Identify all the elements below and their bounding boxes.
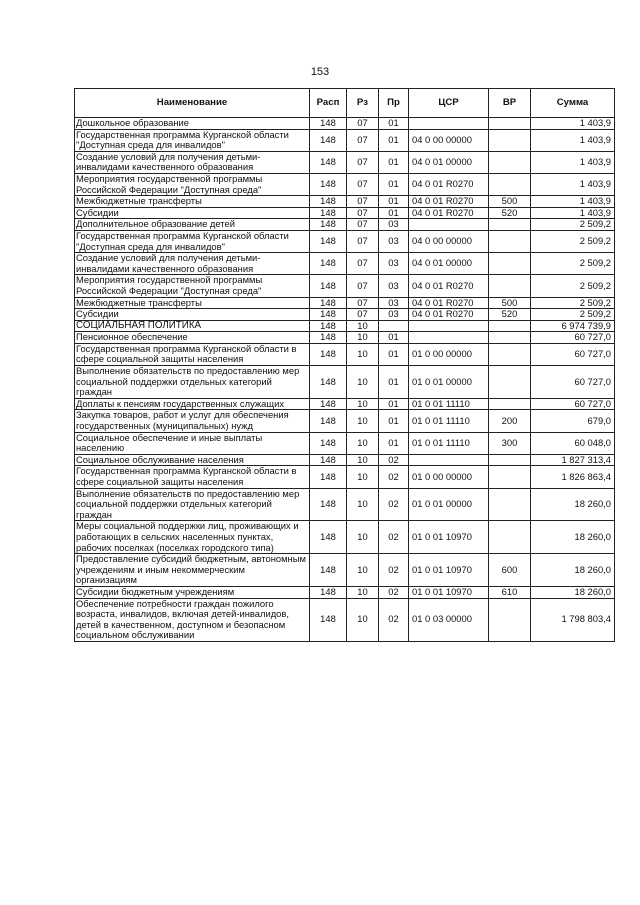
cell-rz: 10	[347, 343, 379, 365]
cell-sum: 60 727,0	[531, 398, 615, 410]
cell-rasp: 148	[310, 151, 347, 173]
cell-pr: 03	[379, 219, 409, 231]
cell-rasp: 148	[310, 432, 347, 454]
cell-sum: 60 048,0	[531, 432, 615, 454]
cell-rasp: 148	[310, 118, 347, 130]
table-row	[75, 454, 615, 466]
cell-name: Закупка товаров, работ и услуг для обеспечения государственных (муниципальных) нужд	[75, 410, 310, 432]
table-row	[75, 343, 615, 365]
cell-rz: 07	[347, 129, 379, 151]
cell-rz: 07	[347, 219, 379, 231]
cell-rz: 10	[347, 398, 379, 410]
cell-sum: 1 403,9	[531, 196, 615, 208]
table-row	[75, 488, 615, 521]
cell-vr	[489, 488, 531, 521]
cell-vr: 520	[489, 309, 531, 321]
cell-pr: 01	[379, 118, 409, 130]
cell-vr	[489, 398, 531, 410]
cell-name: Социальное обеспечение и иные выплаты населению	[75, 432, 310, 454]
cell-sum: 18 260,0	[531, 521, 615, 554]
cell-pr: 01	[379, 173, 409, 195]
cell-name: Государственная программа Курганской области в сфере социальной защиты населения	[75, 466, 310, 488]
cell-rz: 10	[347, 366, 379, 399]
cell-csr	[409, 454, 489, 466]
cell-pr: 02	[379, 554, 409, 587]
cell-rasp: 148	[310, 309, 347, 321]
cell-rz: 10	[347, 332, 379, 344]
cell-vr: 500	[489, 297, 531, 309]
cell-csr: 04 0 01 R0270	[409, 196, 489, 208]
cell-vr	[489, 332, 531, 344]
cell-name: Субсидии бюджетным учреждениям	[75, 586, 310, 598]
cell-pr: 01	[379, 151, 409, 173]
cell-sum: 2 509,2	[531, 219, 615, 231]
table-row	[75, 173, 615, 195]
cell-pr: 01	[379, 343, 409, 365]
cell-pr	[379, 320, 409, 332]
cell-rasp: 148	[310, 521, 347, 554]
cell-sum: 2 509,2	[531, 253, 615, 275]
cell-rasp: 148	[310, 173, 347, 195]
cell-pr: 01	[379, 129, 409, 151]
cell-rz: 07	[347, 173, 379, 195]
cell-rasp: 148	[310, 554, 347, 587]
cell-sum: 1 798 803,4	[531, 598, 615, 641]
table-row	[75, 230, 615, 252]
cell-csr	[409, 320, 489, 332]
cell-sum: 1 826 863,4	[531, 466, 615, 488]
cell-pr: 02	[379, 521, 409, 554]
table-row	[75, 410, 615, 432]
cell-rasp: 148	[310, 196, 347, 208]
cell-rz: 10	[347, 410, 379, 432]
cell-sum: 1 403,9	[531, 129, 615, 151]
table-row	[75, 219, 615, 231]
cell-sum: 679,0	[531, 410, 615, 432]
cell-name: Дошкольное образование	[75, 118, 310, 130]
cell-rasp: 148	[310, 410, 347, 432]
cell-csr	[409, 332, 489, 344]
cell-sum: 60 727,0	[531, 343, 615, 365]
table-row	[75, 398, 615, 410]
cell-vr	[489, 219, 531, 231]
cell-sum: 18 260,0	[531, 488, 615, 521]
header-rasp: Расп	[310, 89, 347, 118]
cell-sum: 1 403,9	[531, 118, 615, 130]
table-row	[75, 275, 615, 297]
table-row	[75, 118, 615, 130]
cell-rz: 10	[347, 521, 379, 554]
cell-name: Обеспечение потребности граждан пожилого возраста, инвалидов, включая детей-инвалидов, детей в качественном, доступном и безопасном социальном обслуживании	[75, 598, 310, 641]
table-row	[75, 253, 615, 275]
cell-csr: 01 0 01 10970	[409, 554, 489, 587]
cell-rz: 07	[347, 118, 379, 130]
cell-pr: 03	[379, 297, 409, 309]
cell-rasp: 148	[310, 366, 347, 399]
cell-name: Субсидии	[75, 309, 310, 321]
cell-name: Создание условий для получения детьми-инвалидами качественного образования	[75, 151, 310, 173]
cell-vr	[489, 466, 531, 488]
cell-pr: 03	[379, 309, 409, 321]
cell-name: Социальное обслуживание населения	[75, 454, 310, 466]
cell-csr: 01 0 01 11110	[409, 398, 489, 410]
cell-csr: 04 0 01 R0270	[409, 275, 489, 297]
cell-rasp: 148	[310, 332, 347, 344]
table-row	[75, 129, 615, 151]
cell-csr: 04 0 01 R0270	[409, 207, 489, 219]
cell-sum: 1 403,9	[531, 173, 615, 195]
table-row	[75, 521, 615, 554]
cell-sum: 1 827 313,4	[531, 454, 615, 466]
cell-rz: 10	[347, 598, 379, 641]
cell-name: Межбюджетные трансферты	[75, 196, 310, 208]
cell-rasp: 148	[310, 275, 347, 297]
header-pr: Пр	[379, 89, 409, 118]
cell-csr: 04 0 01 R0270	[409, 297, 489, 309]
cell-sum: 60 727,0	[531, 366, 615, 399]
header-rz: Рз	[347, 89, 379, 118]
header-vr: ВР	[489, 89, 531, 118]
cell-rasp: 148	[310, 129, 347, 151]
cell-csr: 01 0 01 11110	[409, 410, 489, 432]
cell-vr	[489, 320, 531, 332]
table-header-row	[75, 89, 615, 118]
cell-sum: 2 509,2	[531, 309, 615, 321]
cell-vr	[489, 275, 531, 297]
cell-csr	[409, 219, 489, 231]
cell-name: Государственная программа Курганской области "Доступная среда для инвалидов"	[75, 129, 310, 151]
cell-vr: 520	[489, 207, 531, 219]
cell-pr: 01	[379, 398, 409, 410]
cell-vr: 610	[489, 586, 531, 598]
cell-csr: 04 0 01 R0270	[409, 309, 489, 321]
cell-vr: 600	[489, 554, 531, 587]
cell-rz: 10	[347, 466, 379, 488]
cell-name: Доплаты к пенсиям государственных служащих	[75, 398, 310, 410]
cell-csr: 01 0 01 00000	[409, 488, 489, 521]
cell-csr: 04 0 00 00000	[409, 230, 489, 252]
cell-vr	[489, 366, 531, 399]
table-row	[75, 320, 615, 332]
cell-sum: 60 727,0	[531, 332, 615, 344]
cell-sum: 18 260,0	[531, 554, 615, 587]
table-row	[75, 586, 615, 598]
header-csr: ЦСР	[409, 89, 489, 118]
cell-vr	[489, 598, 531, 641]
cell-csr: 01 0 00 00000	[409, 343, 489, 365]
cell-name: Межбюджетные трансферты	[75, 297, 310, 309]
table-row	[75, 554, 615, 587]
cell-pr: 01	[379, 332, 409, 344]
cell-rasp: 148	[310, 398, 347, 410]
cell-name: Выполнение обязательств по предоставлению мер социальной поддержки отдельных категорий граждан	[75, 366, 310, 399]
cell-rasp: 148	[310, 253, 347, 275]
cell-vr	[489, 454, 531, 466]
cell-csr: 01 0 01 11110	[409, 432, 489, 454]
cell-rz: 10	[347, 432, 379, 454]
cell-rasp: 148	[310, 207, 347, 219]
cell-vr	[489, 151, 531, 173]
cell-rz: 10	[347, 320, 379, 332]
cell-rz: 10	[347, 586, 379, 598]
cell-sum: 1 403,9	[531, 151, 615, 173]
cell-vr	[489, 230, 531, 252]
cell-pr: 02	[379, 488, 409, 521]
table-row	[75, 151, 615, 173]
cell-sum: 1 403,9	[531, 207, 615, 219]
cell-rz: 07	[347, 207, 379, 219]
page-number: 153	[310, 66, 330, 78]
cell-pr: 03	[379, 275, 409, 297]
cell-rasp: 148	[310, 454, 347, 466]
cell-pr: 02	[379, 586, 409, 598]
cell-name: Выполнение обязательств по предоставлению мер социальной поддержки отдельных категорий граждан	[75, 488, 310, 521]
cell-rasp: 148	[310, 320, 347, 332]
cell-csr: 04 0 01 R0270	[409, 173, 489, 195]
cell-pr: 02	[379, 454, 409, 466]
budget-table	[74, 88, 615, 642]
cell-csr: 01 0 01 00000	[409, 366, 489, 399]
cell-rz: 07	[347, 253, 379, 275]
table-row	[75, 207, 615, 219]
cell-rz: 07	[347, 309, 379, 321]
header-sum: Сумма	[531, 89, 615, 118]
cell-vr: 500	[489, 196, 531, 208]
cell-name: Предоставление субсидий бюджетным, автономным учреждениям и иным некоммерческим организациям	[75, 554, 310, 587]
cell-csr: 01 0 01 10970	[409, 586, 489, 598]
cell-rasp: 148	[310, 343, 347, 365]
table-row	[75, 598, 615, 641]
cell-vr: 200	[489, 410, 531, 432]
cell-pr: 02	[379, 466, 409, 488]
table-row	[75, 366, 615, 399]
cell-vr	[489, 173, 531, 195]
cell-sum: 2 509,2	[531, 275, 615, 297]
table-row	[75, 466, 615, 488]
cell-sum: 6 974 739,9	[531, 320, 615, 332]
cell-rz: 07	[347, 230, 379, 252]
header-name: Наименование	[75, 89, 310, 118]
table-row	[75, 332, 615, 344]
cell-name: Субсидии	[75, 207, 310, 219]
cell-csr	[409, 118, 489, 130]
cell-vr	[489, 253, 531, 275]
cell-name: Мероприятия государственной программы Российской Федерации "Доступная среда"	[75, 173, 310, 195]
cell-name: Мероприятия государственной программы Российской Федерации "Доступная среда"	[75, 275, 310, 297]
cell-pr: 01	[379, 207, 409, 219]
cell-rz: 10	[347, 488, 379, 521]
cell-rz: 07	[347, 297, 379, 309]
cell-csr: 04 0 01 00000	[409, 151, 489, 173]
cell-vr	[489, 343, 531, 365]
cell-vr	[489, 521, 531, 554]
cell-pr: 01	[379, 410, 409, 432]
cell-rasp: 148	[310, 219, 347, 231]
table-row	[75, 297, 615, 309]
cell-rasp: 148	[310, 586, 347, 598]
cell-sum: 2 509,2	[531, 230, 615, 252]
cell-csr: 04 0 01 00000	[409, 253, 489, 275]
cell-name: СОЦИАЛЬНАЯ ПОЛИТИКА	[75, 320, 310, 332]
cell-rz: 07	[347, 151, 379, 173]
cell-rz: 10	[347, 554, 379, 587]
cell-rasp: 148	[310, 488, 347, 521]
cell-name: Пенсионное обеспечение	[75, 332, 310, 344]
cell-rasp: 148	[310, 230, 347, 252]
cell-csr: 04 0 00 00000	[409, 129, 489, 151]
cell-pr: 03	[379, 253, 409, 275]
cell-name: Государственная программа Курганской области в сфере социальной защиты населения	[75, 343, 310, 365]
cell-rz: 10	[347, 454, 379, 466]
cell-csr: 01 0 03 00000	[409, 598, 489, 641]
cell-sum: 18 260,0	[531, 586, 615, 598]
cell-rasp: 148	[310, 466, 347, 488]
cell-rasp: 148	[310, 598, 347, 641]
table-row	[75, 432, 615, 454]
cell-name: Государственная программа Курганской области "Доступная среда для инвалидов"	[75, 230, 310, 252]
cell-name: Создание условий для получения детьми-инвалидами качественного образования	[75, 253, 310, 275]
cell-rasp: 148	[310, 297, 347, 309]
cell-pr: 01	[379, 432, 409, 454]
cell-pr: 01	[379, 366, 409, 399]
cell-csr: 01 0 01 10970	[409, 521, 489, 554]
cell-vr	[489, 118, 531, 130]
cell-sum: 2 509,2	[531, 297, 615, 309]
cell-csr: 01 0 00 00000	[409, 466, 489, 488]
cell-name: Дополнительное образование детей	[75, 219, 310, 231]
cell-rz: 07	[347, 196, 379, 208]
cell-vr	[489, 129, 531, 151]
table-row	[75, 196, 615, 208]
cell-pr: 03	[379, 230, 409, 252]
table-row	[75, 309, 615, 321]
cell-rz: 07	[347, 275, 379, 297]
cell-vr: 300	[489, 432, 531, 454]
cell-pr: 01	[379, 196, 409, 208]
cell-pr: 02	[379, 598, 409, 641]
table-body	[75, 118, 615, 642]
cell-name: Меры социальной поддержки лиц, проживающих и работающих в сельских населенных пунктах, рабочих поселках (поселках городского типа)	[75, 521, 310, 554]
